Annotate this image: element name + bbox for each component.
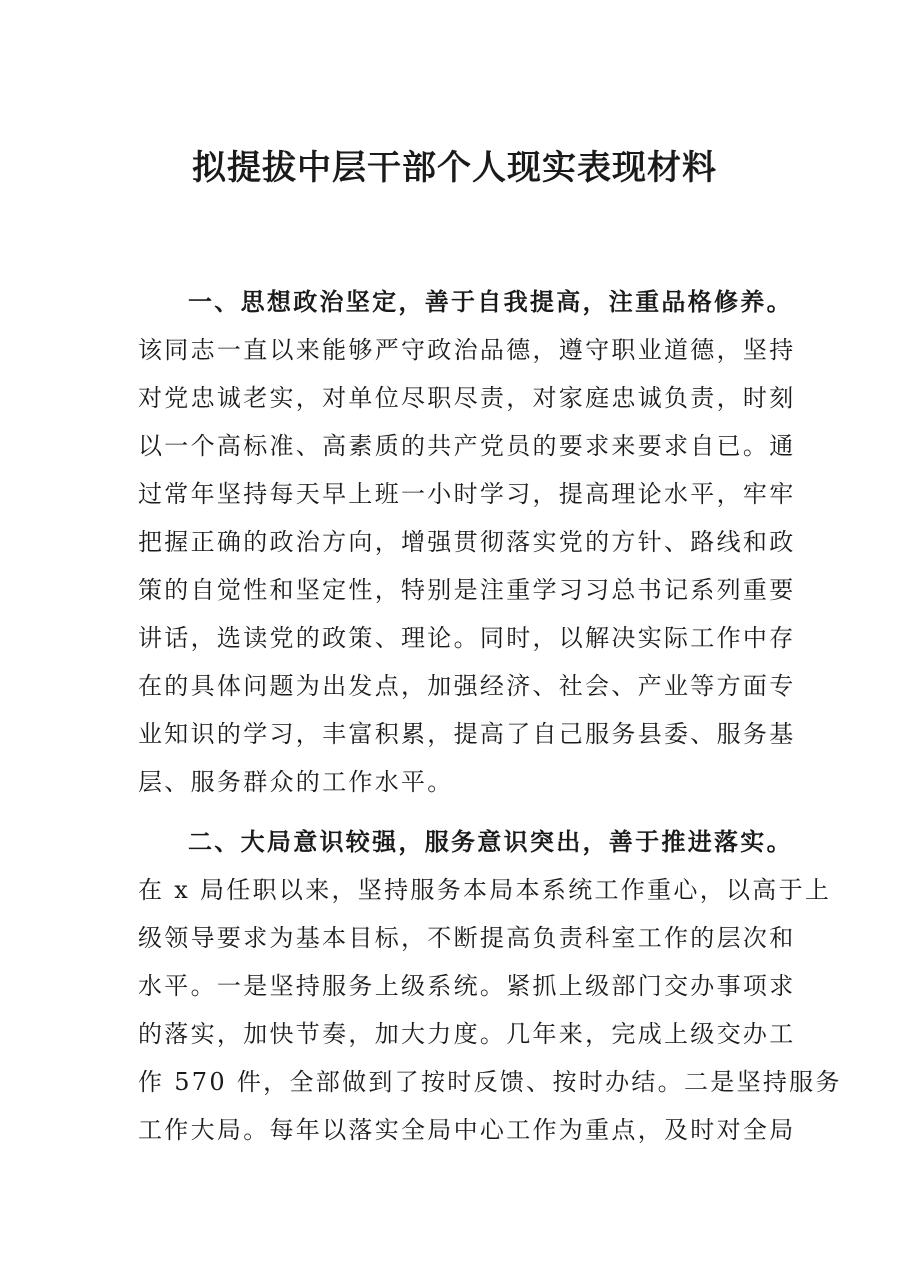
section-heading-1: 一、思想政治坚定，善于自我提高，注重品格修养。 [188, 287, 793, 316]
paragraph-line: 对党忠诚老实，对单位尽职尽责，对家庭忠诚负责，时刻 [138, 384, 796, 412]
paragraph-line: 把握正确的政治方向，增强贯彻落实党的方针、路线和政 [138, 528, 796, 556]
paragraph-line: 策的自觉性和坚定性，特别是注重学习习总书记系列重要 [138, 576, 796, 604]
paragraph-line: 工作大局。每年以落实全局中心工作为重点，及时对全局 [138, 1116, 796, 1144]
paragraph-line: 在 x 局任职以来，坚持服务本局本系统工作重心，以高于上 [138, 876, 832, 904]
paragraph-line: 水平。一是坚持服务上级系统。紧抓上级部门交办事项求 [138, 972, 796, 1000]
paragraph-line: 以一个高标准、高素质的共产党员的要求来要求自已。通 [138, 432, 796, 460]
paragraph-line: 过常年坚持每天早上班一小时学习，提高理论水平，牢牢 [138, 480, 796, 508]
paragraph-line: 在的具体问题为出发点，加强经济、社会、产业等方面专 [138, 672, 796, 700]
document-body [138, 278, 842, 1154]
paragraph-line: 作 570 件，全部做到了按时反馈、按时办结。二是坚持服务 [138, 1068, 842, 1096]
paragraph-line: 级领导要求为基本目标，不断提高负责科室工作的层次和 [138, 924, 796, 952]
paragraph-line: 的落实，加快节奏，加大力度。几年来，完成上级交办工 [138, 1020, 796, 1048]
section-spacer [138, 806, 778, 818]
paragraph-line: 该同志一直以来能够严守政治品德，遵守职业道德，坚持 [138, 336, 796, 364]
paragraph-line: 层、服务群众的工作水平。 [138, 768, 454, 796]
section-heading-2: 二、大局意识较强，服务意识突出，善于推进落实。 [188, 827, 793, 856]
paragraph-line: 业知识的学习，丰富积累，提高了自己服务县委、服务基 [138, 720, 796, 748]
paragraph-line: 讲话，选读党的政策、理论。同时，以解决实际工作中存 [138, 624, 796, 652]
document-title: 拟提拔中层干部个人现实表现材料 [192, 148, 717, 188]
